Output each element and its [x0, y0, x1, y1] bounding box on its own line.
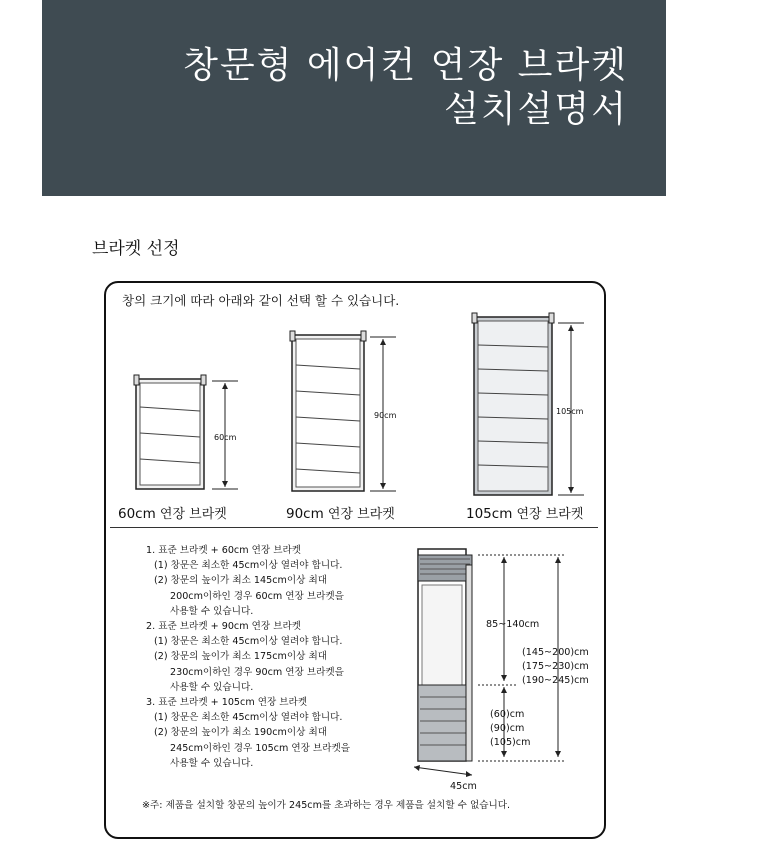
caption-90-label: 연장 브라켓	[327, 507, 395, 522]
caption-60-label: 연장 브라켓	[159, 507, 227, 522]
ext-105-label: (105)cm	[490, 737, 531, 748]
top-range-label: 85~140cm	[486, 619, 540, 630]
instruction-2-line3: 230cm이하인 경우 90cm 연장 브라켓을	[170, 666, 344, 678]
caption-60	[118, 503, 227, 522]
instruction-3-line4: 사용할 수 있습니다.	[170, 757, 254, 769]
bracket-105-illustration	[472, 313, 588, 499]
instruction-2-line1: (1) 창문은 최소한 45cm이상 열려야 합니다.	[154, 636, 343, 648]
instruction-3-line1: (1) 창문은 최소한 45cm이상 열려야 합니다.	[154, 712, 343, 724]
ext-90-label: (90)cm	[490, 723, 525, 734]
caption-105-size: 105cm	[466, 506, 513, 522]
bracket-105-dimension: 105cm	[556, 407, 584, 416]
width-label: 45cm	[450, 781, 477, 792]
bracket-60-dimension: 60cm	[214, 433, 237, 442]
caption-90	[286, 503, 395, 522]
page-title-line2: 설치설명서	[444, 89, 628, 130]
caption-105-label: 연장 브라켓	[516, 507, 584, 522]
instruction-1-head: 1. 표준 브라켓 + 60cm 연장 브라켓	[146, 545, 301, 556]
page-title-line1: 창문형 에어컨 연장 브라켓	[183, 45, 628, 86]
instruction-3-head: 3. 표준 브라켓 + 105cm 연장 브라켓	[146, 697, 308, 709]
caption-60-size: 60cm	[118, 506, 156, 522]
range-105-label: (190~245)cm	[522, 675, 589, 686]
bracket-90-dimension: 90cm	[374, 411, 397, 420]
instruction-2-line4: 사용할 수 있습니다.	[170, 681, 254, 693]
instruction-1-line2: (2) 창문의 높이가 최소 145cm이상 최대	[154, 575, 327, 587]
bracket-selection-box	[104, 281, 606, 839]
caption-90-size: 90cm	[286, 506, 324, 522]
instruction-1-line4: 사용할 수 있습니다.	[170, 605, 254, 617]
instruction-3-line3: 245cm이하인 경우 105cm 연장 브라켓을	[170, 742, 351, 754]
section-title: 브라켓 선정	[92, 239, 180, 259]
ext-60-label: (60)cm	[490, 709, 525, 720]
caption-105	[466, 503, 583, 522]
range-90-label: (175~230)cm	[522, 661, 589, 672]
intro-text: 창의 크기에 따라 아래와 같이 선택 할 수 있습니다.	[122, 293, 400, 308]
instruction-2-head: 2. 표준 브라켓 + 90cm 연장 브라켓	[146, 621, 301, 633]
footnote: ※주: 제품을 설치할 창문의 높이가 245cm를 초과하는 경우 제품을 설치할 수 없습니다.	[142, 800, 511, 811]
instruction-list	[146, 543, 406, 771]
instruction-1-line1: (1) 창문은 최소한 45cm이상 열려야 합니다.	[154, 560, 343, 572]
instruction-1-line3: 200cm이하인 경우 60cm 연장 브라켓을	[170, 590, 344, 602]
title-banner	[42, 0, 666, 196]
instruction-3-line2: (2) 창문의 높이가 최소 190cm이상 최대	[154, 727, 327, 739]
instruction-2-line2: (2) 창문의 높이가 최소 175cm이상 최대	[154, 651, 327, 663]
range-60-label: (145~200)cm	[522, 647, 589, 658]
divider	[110, 527, 598, 528]
